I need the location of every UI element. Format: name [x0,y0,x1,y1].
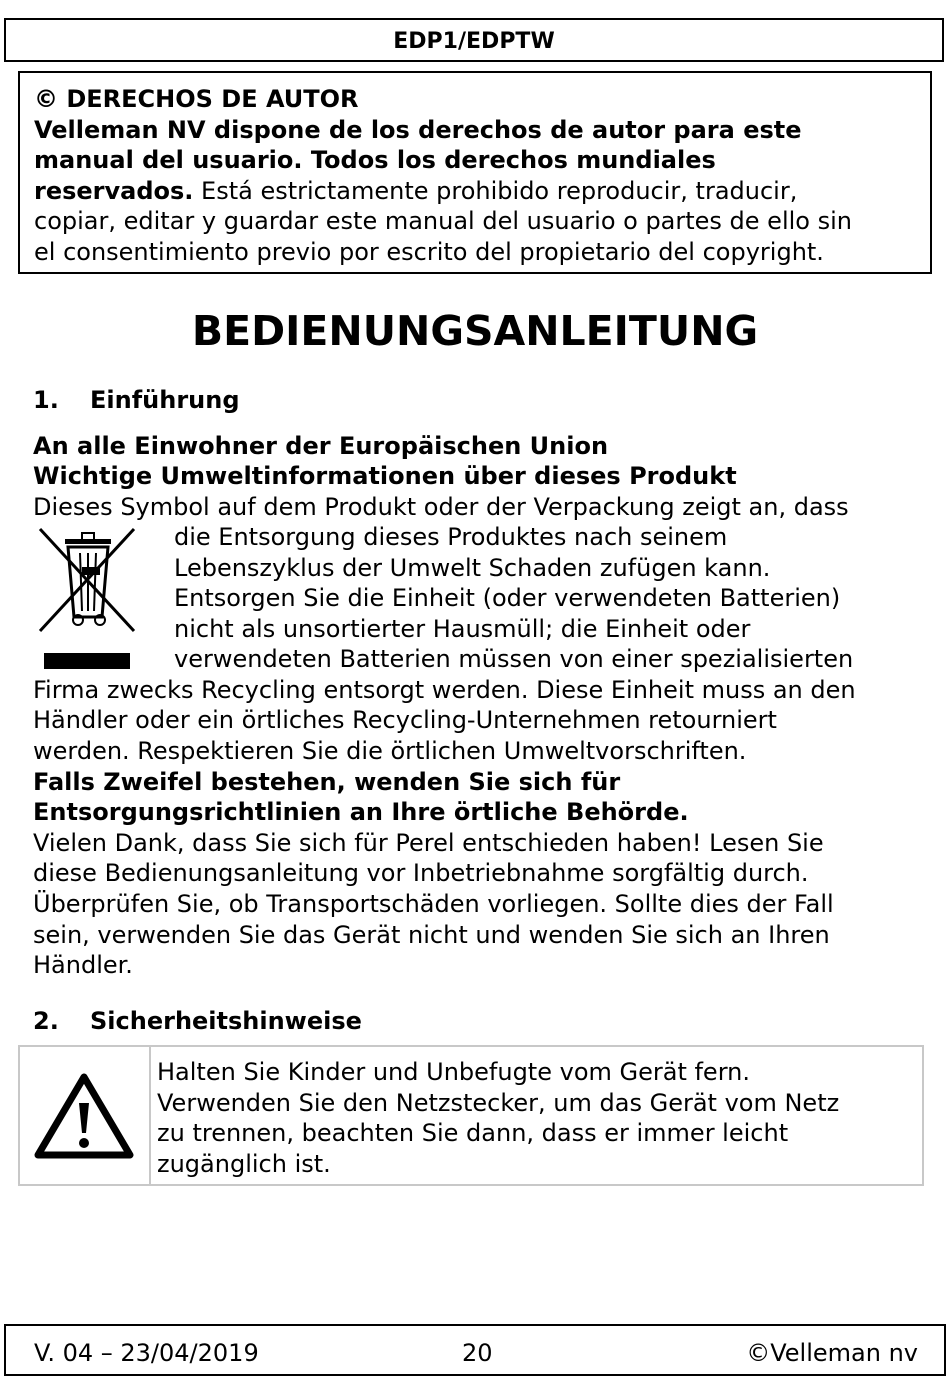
weee-text-line: Firma zwecks Recycling entsorgt werden. Diese Einheit muss an den [33,676,856,704]
copyright-bold-line-1: Velleman NV dispone de los derechos de autor para este [34,115,802,144]
footer-copyright: ©Velleman nv [746,1339,918,1367]
thanks-text-line: Überprüfen Sie, ob Transportschäden vorliegen. Sollte dies der Fall [33,890,834,918]
weee-text-line: verwendeten Batterien müssen von einer spezialisierten [174,645,854,673]
crossed-out-wheelie-bin-icon [38,527,138,673]
thanks-text-line: diese Bedienungsanleitung vor Inbetriebnahme sorgfältig durch. [33,859,809,887]
copyright-notice [18,71,932,274]
version-date: V. 04 – 23/04/2019 [34,1339,259,1367]
weee-text-line: Entsorgen Sie die Einheit (oder verwendeten Batterien) [174,584,841,612]
doubt-heading-line-2: Entsorgungsrichtlinien an Ihre örtliche Behörde. [33,798,689,826]
section-title: Sicherheitshinweise [90,1007,362,1035]
warning-triangle-icon [34,1071,134,1161]
thanks-text-line: sein, verwenden Sie das Gerät nicht und wenden Sie sich an Ihren [33,921,830,949]
weee-text-line: nicht als unsortierter Hausmüll; die Einheit oder [174,615,751,643]
document-footer [4,1324,946,1376]
environmental-info-heading: Wichtige Umweltinformationen über dieses Produkt [33,462,737,490]
section-heading-2 [33,1006,362,1036]
weee-text-line: Dieses Symbol auf dem Produkt oder der Verpackung zeigt an, dass [33,493,849,521]
safety-warning-table [18,1045,924,1186]
table-divider [149,1047,151,1184]
page-number: 20 [462,1339,493,1367]
copyright-line-5: el consentimiento previo por escrito del propietario del copyright. [34,237,824,266]
copyright-line-3-rest: Está estrictamente prohibido reproducir, traducir, [193,176,798,205]
section-title: Einführung [90,386,240,414]
copyright-line-3 [34,176,916,207]
weee-text-line: die Entsorgung dieses Produktes nach seinem [174,523,728,551]
section-number: 1. [33,386,59,414]
section-heading-1 [33,385,240,415]
eu-residents-heading: An alle Einwohner der Europäischen Union [33,432,609,460]
copyright-bold-line-2: manual del usuario. Todos los derechos mundiales [34,146,716,174]
safety-line: Halten Sie Kinder und Unbefugte vom Gerät fern. [157,1058,750,1086]
weee-text-line: Lebenszyklus der Umwelt Schaden zufügen kann. [174,554,771,582]
safety-line: zu trennen, beachten Sie dann, dass er immer leicht [157,1119,789,1147]
copyright-line-4: copiar, editar y guardar este manual del usuario o partes de ello sin [34,207,852,235]
safety-line: Verwenden Sie den Netzstecker, um das Gerät vom Netz [157,1088,840,1117]
copyright-title: © DERECHOS DE AUTOR [34,85,359,113]
thanks-text-line: Händler. [33,951,133,979]
document-header [4,18,944,62]
weee-text-line: werden. Respektieren Sie die örtlichen Umweltvorschriften. [33,737,747,765]
safety-line: zugänglich ist. [157,1149,331,1178]
thanks-text-line: Vielen Dank, dass Sie sich für Perel entschieden haben! Lesen Sie [33,829,824,857]
section-number: 2. [33,1007,59,1035]
page-title: BEDIENUNGSANLEITUNG [191,307,759,355]
copyright-bold-line-3: reservados. [34,176,194,205]
model-name: EDP1/EDPTW [393,29,555,54]
safety-warning-text [157,1057,839,1179]
doubt-heading-line-1: Falls Zweifel bestehen, wenden Sie sich für [33,768,621,796]
weee-text-line: Händler oder ein örtliches Recycling-Unternehmen retourniert [33,706,777,734]
